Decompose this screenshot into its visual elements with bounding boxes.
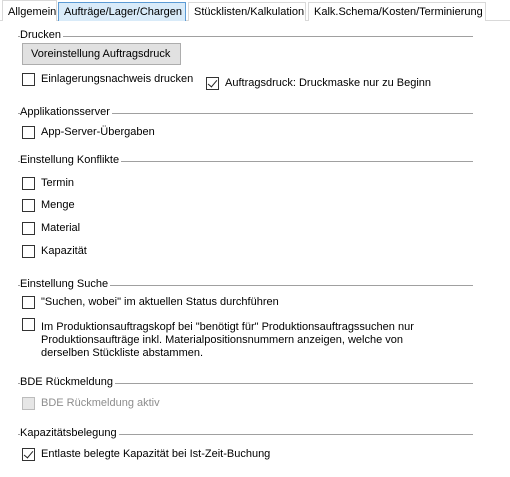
suchen-wobei-status-checkbox-box[interactable]	[22, 296, 35, 309]
group-applikationsserver-title: Applikationsserver	[20, 106, 110, 118]
entlaste-kapazitaet-label: Entlaste belegte Kapazität bei Ist-Zeit-Buchung	[41, 448, 271, 460]
einlagerungsnachweis-checkbox[interactable]	[22, 73, 193, 86]
druckmaske-checkbox[interactable]	[206, 77, 431, 90]
einlagerungsnachweis-label: Einlagerungsnachweis drucken	[41, 73, 194, 85]
einlagerungsnachweis-checkbox-box[interactable]	[22, 73, 35, 86]
group-konflikte-title: Einstellung Konflikte	[20, 154, 120, 166]
group-drucken-divider	[18, 36, 473, 37]
group-applikationsserver	[18, 106, 473, 119]
bde-rueckmeldung-aktiv-label: BDE Rückmeldung aktiv	[41, 397, 160, 409]
konflikt-menge-checkbox-box[interactable]	[22, 199, 35, 212]
group-drucken-header	[18, 29, 473, 42]
voreinstellung-auftragsdruck-button[interactable]: Voreinstellung Auftragsdruck	[22, 43, 181, 65]
konflikt-material-checkbox[interactable]	[22, 222, 80, 235]
group-konflikte-header	[18, 154, 473, 167]
group-einstellung-suche	[18, 278, 473, 291]
group-bde-title: BDE Rückmeldung	[20, 376, 113, 388]
konflikt-material-checkbox-box[interactable]	[22, 222, 35, 235]
entlaste-kapazitaet-checkbox[interactable]	[22, 448, 270, 461]
konflikt-kapazitaet-checkbox[interactable]	[22, 245, 87, 258]
group-suche-header	[18, 278, 473, 291]
tab-bar	[0, 0, 510, 21]
druckmaske-checkbox-box[interactable]	[206, 77, 219, 90]
group-kapazitaetsbelegung	[18, 427, 473, 440]
group-bde-rueckmeldung	[18, 376, 473, 389]
bde-rueckmeldung-aktiv-checkbox-box	[22, 397, 35, 410]
entlaste-kapazitaet-checkbox-box[interactable]	[22, 448, 35, 461]
produktionsauftragskopf-label: Im Produktionsauftragskopf bei "benötigt für" Produktionsauftragssuchen nur Produktionsaufträge inkl. Materialpositionsnummern anzeigen, welche von derselben Stückliste abstammen.	[41, 321, 414, 359]
konflikt-menge-label: Menge	[41, 199, 75, 211]
konflikt-kapazitaet-checkbox-box[interactable]	[22, 245, 35, 258]
group-kapazitaet-title: Kapazitätsbelegung	[20, 427, 117, 439]
konflikt-termin-checkbox-box[interactable]	[22, 177, 35, 190]
tab-allgemein[interactable]: Allgemein	[2, 0, 57, 21]
suchen-wobei-status-label: "Suchen, wobei" im aktuellen Status durchführen	[41, 296, 279, 308]
group-bde-header	[18, 376, 473, 389]
tab-stuecklisten-kalkulation[interactable]: Stücklisten/Kalkulation	[188, 2, 306, 21]
tab-auftraege-lager-chargen[interactable]: Aufträge/Lager/Chargen	[58, 2, 186, 21]
konflikt-termin-label: Termin	[41, 177, 75, 189]
tab-kalk-schema-kosten-terminierung[interactable]: Kalk.Schema/Kosten/Terminierung	[308, 2, 486, 21]
produktionsauftragskopf-checkbox[interactable]	[22, 318, 441, 360]
konflikt-termin-checkbox[interactable]	[22, 177, 74, 190]
konflikt-material-label: Material	[41, 222, 81, 234]
konflikt-kapazitaet-label: Kapazität	[41, 245, 87, 257]
group-drucken-title: Drucken	[20, 29, 61, 41]
app-server-uebergaben-label: App-Server-Übergaben	[41, 126, 155, 138]
druckmaske-label: Auftragsdruck: Druckmaske nur zu Beginn	[225, 77, 432, 89]
suchen-wobei-status-checkbox[interactable]	[22, 296, 279, 309]
group-suche-title: Einstellung Suche	[20, 278, 109, 290]
bde-rueckmeldung-aktiv-checkbox	[22, 397, 160, 410]
konflikt-menge-checkbox[interactable]	[22, 199, 75, 212]
group-kapazitaet-header	[18, 427, 473, 440]
app-server-uebergaben-checkbox-box[interactable]	[22, 126, 35, 139]
group-drucken	[18, 29, 473, 42]
group-einstellung-konflikte	[18, 154, 473, 167]
group-applikationsserver-header	[18, 106, 473, 119]
app-server-uebergaben-checkbox[interactable]	[22, 126, 155, 139]
produktionsauftragskopf-checkbox-box[interactable]	[22, 318, 35, 331]
